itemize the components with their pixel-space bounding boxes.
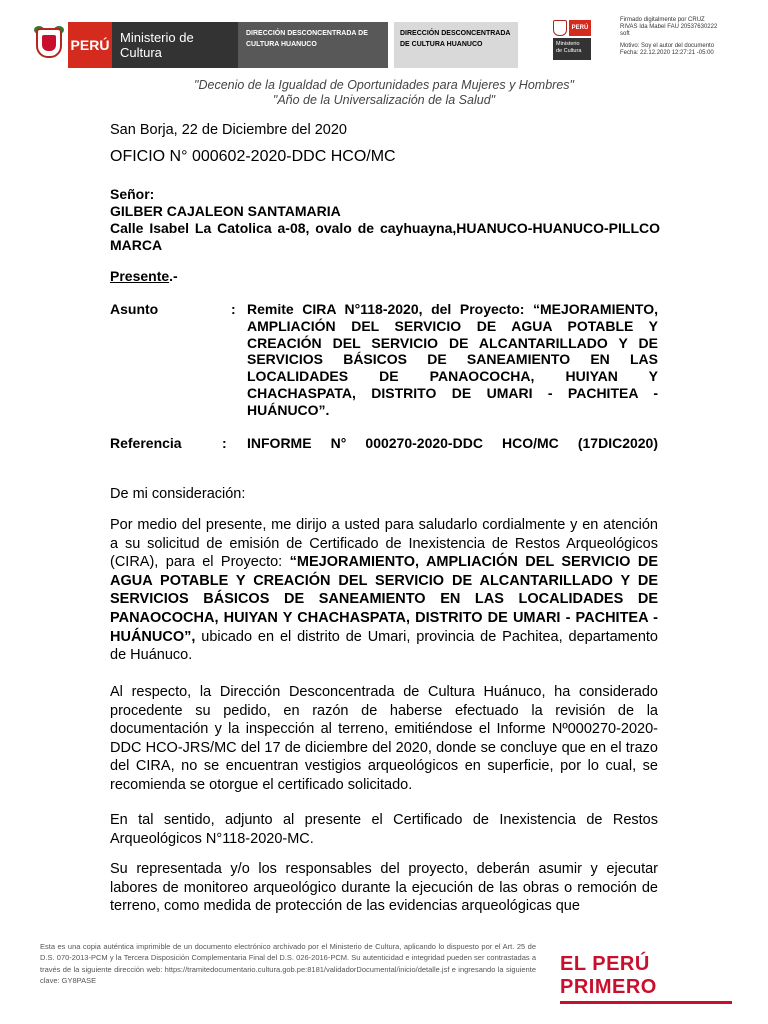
ddc-light-line1: DIRECCIÓN DESCONCENTRADA bbox=[400, 30, 511, 37]
referencia-colon: : bbox=[222, 435, 227, 451]
paragraph-1 bbox=[110, 516, 658, 665]
peru-coat-of-arms-icon bbox=[32, 22, 66, 66]
recipient-name: GILBER CAJALEON SANTAMARIA bbox=[110, 203, 341, 219]
signature-logo bbox=[550, 18, 600, 66]
signature-line2: RIVAS Ida Mabel FAU 20537630222 bbox=[620, 24, 718, 31]
signature-line4: Motivo: Soy el autor del documento bbox=[620, 42, 715, 49]
paragraph-4: Su representada y/o los responsables del proyecto, deberán asumir y ejecutar labores de monitoreo arqueológico durante la ejecución de las obras o remoción de terreno, como medida de protección de las evidencias arqueológicas que bbox=[110, 861, 658, 915]
decenio-line1: "Decenio de la Igualdad de Oportunidades para Mujeres y Hombres" bbox=[194, 78, 574, 92]
ministry-header bbox=[32, 22, 518, 68]
peru-badge: PERÚ bbox=[68, 22, 112, 68]
mini-ministerio-line1: Ministerio bbox=[556, 41, 580, 47]
mini-ministerio-line2: de Cultura bbox=[556, 48, 582, 54]
ministerio-label: Ministerio de Cultura bbox=[112, 22, 238, 68]
signature-line1: Firmado digitalmente por CRUZ bbox=[620, 17, 705, 23]
ddc-dark-line1: DIRECCIÓN DESCONCENTRADA DE bbox=[246, 30, 368, 37]
brand-text: EL PERÚ PRIMERO bbox=[560, 953, 657, 998]
paragraph-2: Al respecto, la Dirección Desconcentrada de Cultura Huánuco, ha considerado procedente su pedido, en razón de haberse efectuado la revisión de la documentación y la inspección al terreno, emitiéndose el Informe Nº000270-2020-DDC HCO-JRS/MC del 17 de diciembre del 2020, donde se concluye que en el trazo del CIRA, no se encuentran vestigios arqueológicos en superficie, por lo cual, se recomienda se otorgue el certificado solicitado. bbox=[110, 684, 658, 793]
mini-peru-badge: PERÚ bbox=[569, 20, 591, 36]
presente-heading bbox=[110, 268, 178, 284]
recipient-address: Calle Isabel La Catolica a-08, ovalo de cayhuayna,HUANUCO-HUANUCO-PILLCO MARCA bbox=[110, 220, 660, 253]
paragraph-1-location: ubicado en el distrito de Umari, provincia de Pachitea, departamento de Huánuco. bbox=[110, 628, 658, 664]
mini-ministerio bbox=[553, 38, 591, 60]
presente-suffix: .- bbox=[169, 268, 178, 284]
signature-line5: Fecha: 22.12.2020 12:27:21 -05:00 bbox=[620, 49, 714, 56]
ddc-dark-line2: CULTURA HUANUCO bbox=[246, 41, 317, 48]
paragraph-3: En tal sentido, adjunto al presente el Certificado de Inexistencia de Restos Arqueológicos N°118-2020-MC. bbox=[110, 812, 658, 847]
authenticity-note: Esta es una copia auténtica imprimible de un documento electrónico archivado por el Ministerio de Cultura, aplicando lo dispuesto por el Art. 25 de D.S. 070-2013-PCM y la Tercera Disposición Complementaria Final del D.S. 026-2016-PCM. Su autenticidad e integridad pueden ser contrastadas a través de la siguiente dirección web: https://tramitedocumentario.cultura.gob.pe:8181/validadorDocumental/inicio/detalle.jsf e ingresando la siguiente clave: GY8PASE bbox=[40, 942, 536, 986]
presente-word: Presente bbox=[110, 268, 170, 284]
oficio-number: OFICIO N° 000602-2020-DDC HCO/MC bbox=[110, 148, 396, 165]
digital-signature-block bbox=[620, 17, 760, 57]
decenio-heading bbox=[0, 78, 768, 108]
letter-date: San Borja, 22 de Diciembre del 2020 bbox=[110, 122, 347, 138]
ddc-label-light bbox=[394, 22, 518, 68]
asunto-text: Remite CIRA N°118-2020, del Proyecto: “MEJORAMIENTO, AMPLIACIÓN DEL SERVICIO DE AGUA POTABLE Y CREACIÓN DEL SERVICIO DE ALCANTARILLADO Y DE SERVICIOS BÁSICOS DE SANEAMIENTO EN LAS LOCALIDADES DE PANAOCOCHA, HUIYAN Y CHACHASPATA, DISTRITO DE UMARI - PACHITEA - HUÁNUCO”. bbox=[247, 301, 658, 418]
asunto-colon: : bbox=[231, 301, 236, 317]
decenio-line2: "Año de la Universalización de la Salud" bbox=[272, 93, 496, 107]
signature-line3: soft bbox=[620, 31, 630, 38]
el-peru-primero-logo bbox=[560, 953, 744, 998]
referencia-label: Referencia bbox=[110, 435, 182, 451]
paragraph-1-intro: Por medio del presente, me dirijo a usted para saludarlo cordialmente y en atención a su solicitud de emisión de Certificado de Inexistencia de Restos Arqueológicos (CIRA), para el Proyecto: bbox=[110, 517, 658, 571]
paragraph-1-project: “MEJORAMIENTO, AMPLIACIÓN DEL SERVICIO DE AGUA POTABLE Y CREACIÓN DEL SERVICIO DE ALCANTARILLADO Y DE SERVICIOS BÁSICOS DE SANEAMIENTO EN LAS LOCALIDADES DE PANAOCOCHA, HUIYAN Y CHACHASPATA, DISTRITO DE UMARI - PACHITEA - HUÁNUCO”, bbox=[110, 554, 658, 645]
asunto-label: Asunto bbox=[110, 301, 159, 317]
brand-underline bbox=[560, 1001, 732, 1004]
ddc-label-dark bbox=[238, 22, 388, 68]
greeting: De mi consideración: bbox=[110, 486, 246, 502]
recipient-block bbox=[110, 186, 660, 254]
ddc-light-line2: DE CULTURA HUANUCO bbox=[400, 41, 483, 48]
mini-shield-icon bbox=[553, 20, 567, 36]
referencia-text: INFORME N° 000270-2020-DDC HCO/MC (17DIC2020) bbox=[247, 435, 658, 451]
salutation: Señor: bbox=[110, 186, 155, 202]
